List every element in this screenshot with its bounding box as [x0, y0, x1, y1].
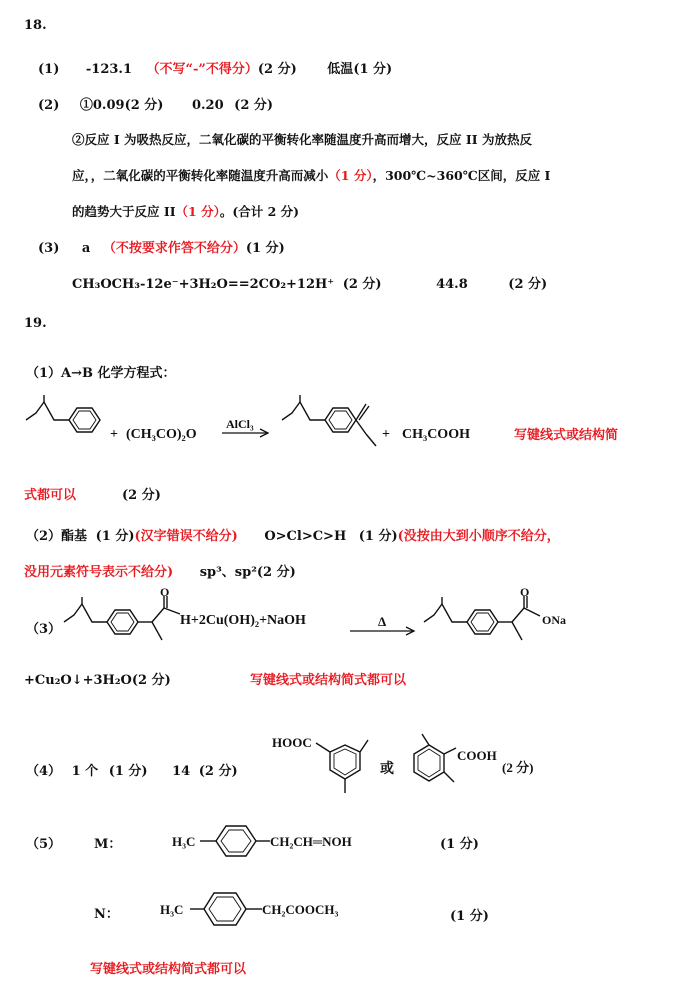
oxygen-atom: O: [520, 585, 530, 599]
part-label: （3）: [26, 622, 62, 637]
grading-note: 写键线式或结构简式都可以: [90, 962, 247, 977]
compound-m-label: M：: [94, 837, 122, 852]
plus-sign: +: [382, 427, 390, 442]
catalyst-label: AlCl₃: [226, 417, 254, 431]
grading-note: 写键线式或结构简: [514, 428, 619, 443]
question-18-number: 18.: [24, 18, 47, 33]
score: (2 分): [122, 488, 161, 503]
part-label: (2): [38, 98, 60, 113]
score: (1 分): [440, 837, 479, 852]
answer-text: 低温: [327, 62, 354, 77]
reagents-text: H+2Cu(OH)₂+NaOH: [180, 613, 306, 628]
score: (2 分): [198, 764, 238, 779]
text: ，300℃~360℃区间，反应 I: [372, 168, 551, 183]
score: (2 分): [124, 98, 164, 113]
equation: CH₃OCH₃-12e⁻+3H₂O==2CO₂+12H⁺: [72, 277, 335, 292]
compound-m-ring: [200, 826, 270, 856]
score: (1 分): [450, 909, 489, 924]
compound-m-sidechain: CH₂CH═NOH: [270, 834, 352, 849]
grading-note: (汉字错误不给分): [134, 529, 238, 544]
text: 的趋势大于反应 II: [72, 204, 176, 219]
score: (2 分): [257, 62, 297, 77]
grading-note: （不按要求作答不给分）: [102, 241, 246, 256]
methyl-group: H₃C: [160, 902, 184, 917]
grading-note: (没按由大到小顺序不给分，: [397, 529, 560, 544]
cooh-group: COOH: [457, 748, 497, 763]
answer-value: sp³、sp²: [199, 565, 257, 580]
part-label: （2）: [26, 529, 62, 544]
grading-note: （1 分）: [328, 168, 373, 183]
grading-note: 式都可以: [24, 488, 77, 503]
part-label: (1): [38, 62, 60, 77]
byproduct-formula: CH₃COOH: [402, 427, 470, 442]
compound-n-ring: [190, 893, 262, 925]
score: (2 分): [502, 760, 534, 775]
score: (2 分): [131, 673, 171, 688]
answer-text: 酯基: [61, 529, 88, 544]
answer-value: -123.1: [85, 62, 132, 77]
score: (1 分): [95, 529, 135, 544]
compound-n-label: N：: [94, 907, 119, 922]
score: (2 分): [508, 277, 548, 292]
question-19-number: 19.: [24, 316, 47, 331]
answer-value: 44.8: [436, 277, 468, 292]
grading-note: （不写“-”不得分）: [146, 62, 258, 77]
answer-value: O>Cl>C>H: [264, 529, 347, 544]
part-label: (3): [38, 241, 60, 256]
compound-n-sidechain: CH₂COOCH₃: [262, 902, 339, 917]
answer-value: 14: [172, 764, 191, 779]
part-label: （5）: [26, 837, 62, 852]
score: (1 分): [358, 529, 398, 544]
grading-note: 没用元素符号表示不给分): [24, 565, 174, 580]
ona-group: ONa: [542, 613, 566, 627]
answer-value: ①0.09: [79, 98, 125, 113]
answer-value: 1 个: [71, 764, 99, 779]
methyl-group: H₃C: [172, 834, 196, 849]
grading-note: （1 分）: [175, 204, 220, 219]
score: (1 分): [353, 62, 393, 77]
score: (2 分): [256, 565, 296, 580]
grading-note: 写键线式或结构简式都可以: [250, 673, 407, 688]
score: (2 分): [234, 98, 274, 113]
text: 应，，二氧化碳的平衡转化率随温度升高而减小: [72, 168, 329, 183]
score: (1 分): [245, 241, 285, 256]
q18-explanation-line1: ②反应 I 为吸热反应，二氧化碳的平衡转化率随温度升高而增大，反应 II 为放热反: [72, 132, 532, 147]
heat-condition: Δ: [378, 614, 387, 629]
oxygen-atom: O: [160, 585, 170, 599]
text: 。(合计 2 分): [219, 204, 300, 219]
answer-value: a: [81, 241, 91, 256]
score: (2 分): [342, 277, 382, 292]
part-label: （4）: [26, 764, 62, 779]
equation: +Cu₂O↓+3H₂O: [24, 673, 132, 688]
reagent-formula: (CH₃CO)₂O: [126, 427, 197, 442]
plus-sign: +: [110, 427, 118, 442]
score: (1 分): [108, 764, 148, 779]
q19-part1-heading: （1）A→B 化学方程式：: [26, 366, 176, 381]
or-text: 或: [380, 762, 394, 777]
answer-value: 0.20: [191, 98, 224, 113]
hooc-group: HOOC: [272, 735, 312, 750]
